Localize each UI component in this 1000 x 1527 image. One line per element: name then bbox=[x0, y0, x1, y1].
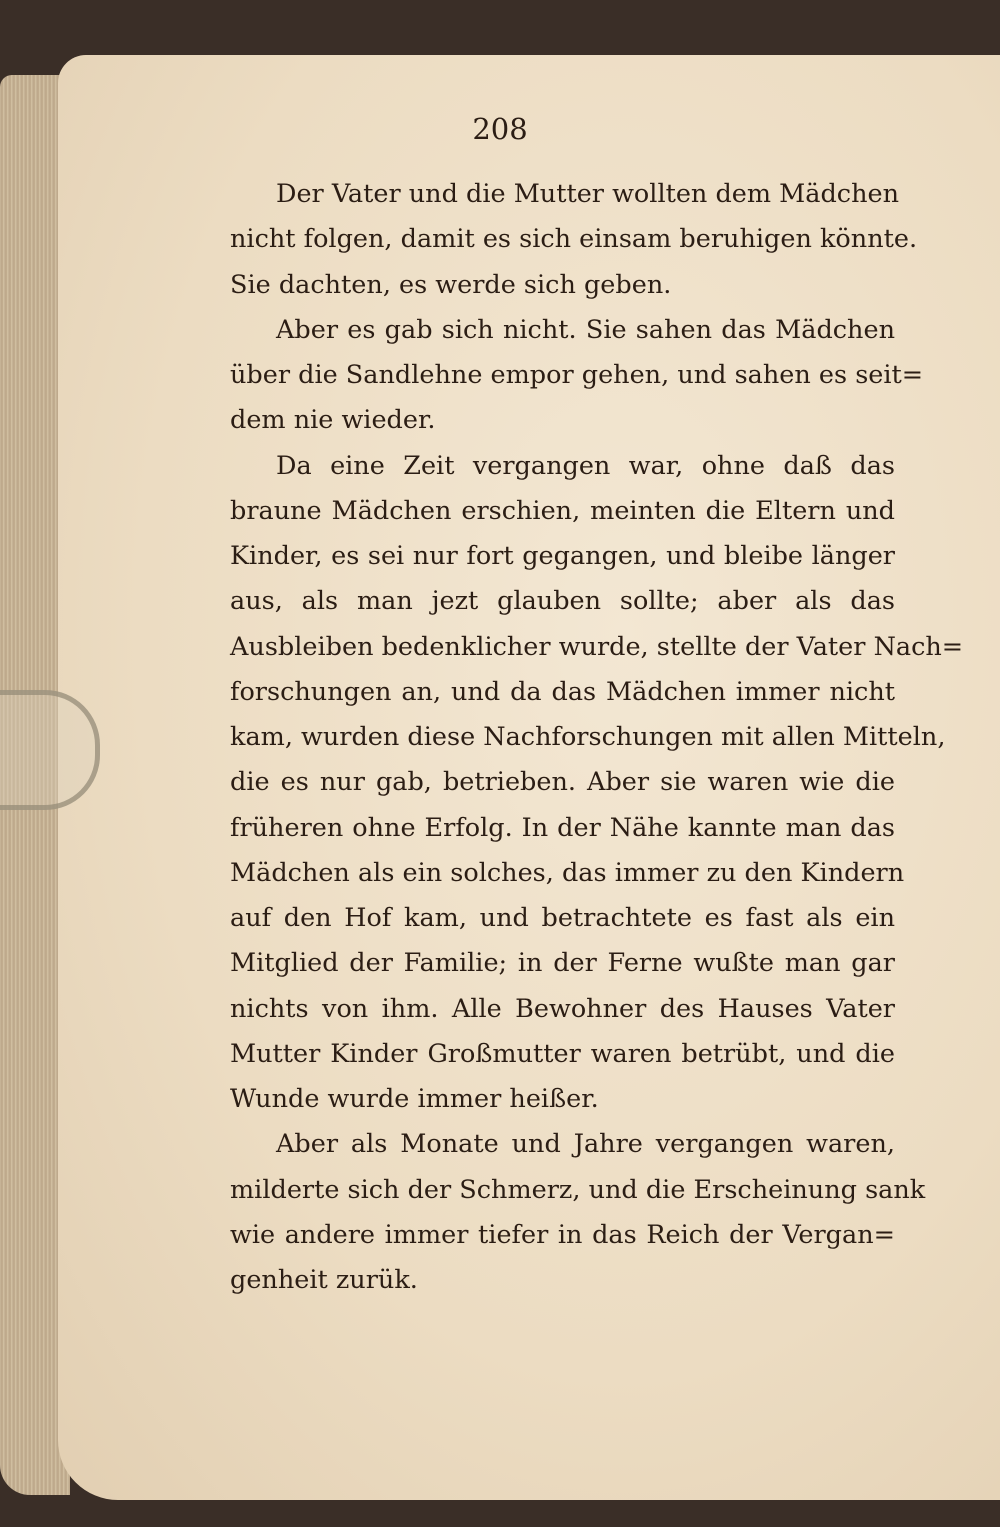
text-line: genheit zurük. bbox=[230, 1265, 418, 1295]
text-line: dem nie wieder. bbox=[230, 405, 436, 436]
text-line: braune Mädchen erschien, meinten die Eltern und bbox=[230, 495, 895, 526]
text-line: aus, als man jezt glauben sollte; aber als das bbox=[230, 586, 895, 617]
text-line: Kinder, es sei nur fort gegangen, und bleibe länger bbox=[230, 541, 895, 571]
text-line: die es nur gab, betrieben. Aber sie waren wie die bbox=[230, 767, 895, 798]
text-line: Ausbleiben bedenklicher wurde, stellte der Vater Nach= bbox=[230, 631, 964, 662]
text-line: über die Sandlehne empor gehen, und sahen es seit= bbox=[230, 360, 924, 390]
text-line: Wunde wurde immer heißer. bbox=[230, 1084, 599, 1114]
text-line: forschungen an, und da das Mädchen immer nicht bbox=[230, 676, 895, 707]
text-line: Da eine Zeit vergangen war, ohne daß das bbox=[276, 450, 895, 481]
text-line: nichts von ihm. Alle Bewohner des Hauses Vater bbox=[230, 993, 895, 1024]
page-number: 208 bbox=[472, 112, 528, 146]
text-line: kam, wurden diese Nachforschungen mit allen Mitteln, bbox=[230, 722, 946, 752]
text-line: Sie dachten, es werde sich geben. bbox=[230, 269, 672, 300]
text-line: wie andere immer tiefer in das Reich der Vergan= bbox=[230, 1219, 895, 1250]
text-line: Aber als Monate und Jahre vergangen waren, bbox=[276, 1129, 895, 1160]
text-line: nicht folgen, damit es sich einsam beruhigen könnte. bbox=[230, 224, 918, 255]
text-line: Der Vater und die Mutter wollten dem Mädchen bbox=[276, 179, 900, 209]
page-clip bbox=[0, 690, 100, 810]
text-line: milderte sich der Schmerz, und die Erscheinung sank bbox=[230, 1174, 926, 1205]
text-line: Aber es gab sich nicht. Sie sahen das Mädchen bbox=[276, 314, 895, 345]
text-line: Mitglied der Familie; in der Ferne wußte man gar bbox=[230, 948, 895, 979]
text-line: früheren ohne Erfolg. In der Nähe kannte man das bbox=[230, 812, 895, 843]
text-line: Mädchen als ein solches, das immer zu den Kindern bbox=[230, 857, 905, 888]
text-line: auf den Hof kam, und betrachtete es fast als ein bbox=[230, 903, 895, 933]
text-line: Mutter Kinder Großmutter waren betrübt, und die bbox=[230, 1038, 895, 1069]
